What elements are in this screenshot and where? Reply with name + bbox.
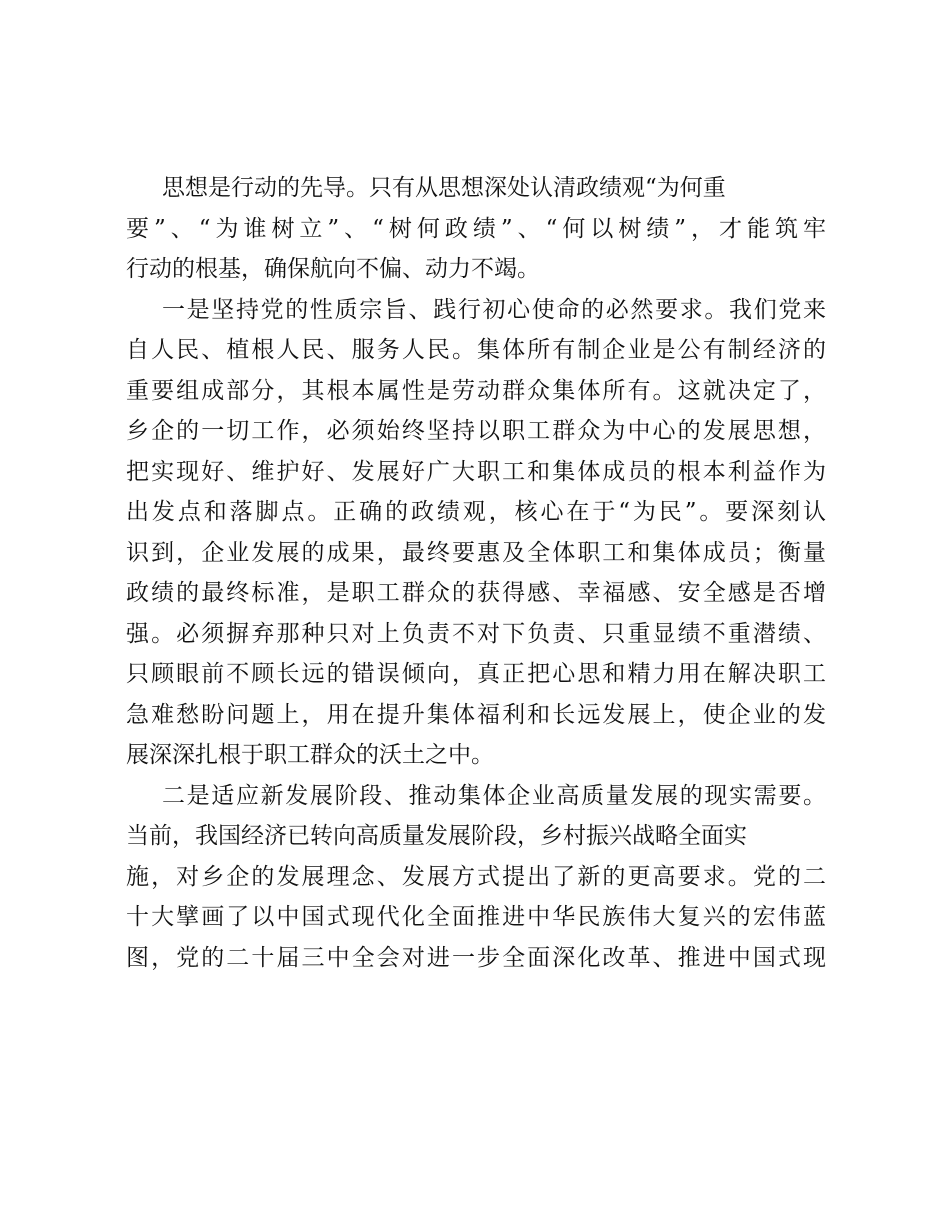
paragraph-2 [126,290,826,776]
text-line: 重要组成部分，其根本属性是劳动群众集体所有。这就决定了， [126,377,826,404]
text-line: 二是适应新发展阶段、推动集体企业高质量发展的现实需要。 [162,782,826,809]
text-line: 急难愁盼问题上，用在提升集体福利和长远发展上，使企业的发 [126,701,826,728]
paragraph-3 [126,776,826,979]
text-line: 自人民、植根人民、服务人民。集体所有制企业是公有制经济的 [126,337,826,363]
text-line: 十大擘画了以中国式现代化全面推进中华民族伟大复兴的宏伟蓝 [126,904,826,930]
text-line: 思想是行动的先导。只有从思想深处认清政绩观“为何重 [162,175,726,201]
text-line: 乡企的一切工作，必须始终坚持以职工群众为中心的发展思想， [126,418,826,444]
text-line: 一是坚持党的性质宗旨、践行初心使命的必然要求。我们党来 [162,296,826,323]
document-body [126,168,826,978]
text-line: 行动的根基，确保航向不偏、动力不竭。 [126,256,540,282]
text-line: 把实现好、维护好、发展好广大职工和集体成员的根本利益作为 [126,458,826,485]
text-line: 当前，我国经济已转向高质量发展阶段，乡村振兴战略全面实 [126,823,747,849]
text-line: 识到，企业发展的成果，最终要惠及全体职工和集体成员；衡量 [126,539,826,566]
text-line: 展深深扎根于职工群众的沃土之中。 [126,742,494,768]
paragraph-1 [126,168,826,290]
text-line: 图，党的二十届三中全会对进一步全面深化改革、推进中国式现 [126,944,826,971]
text-line: 只顾眼前不顾长远的错误倾向，真正把心思和精力用在解决职工 [126,661,826,687]
text-line: 出发点和落脚点。正确的政绩观，核心在于“为民”。要深刻认 [126,499,826,525]
text-line: 施，对乡企的发展理念、发展方式提出了新的更高要求。党的二 [126,863,826,890]
text-line: 政绩的最终标准，是职工群众的获得感、幸福感、安全感是否增 [126,580,826,606]
text-line: 强。必须摒弃那种只对上负责不对下负责、只重显绩不重潜绩、 [126,620,826,647]
text-line: 要”、“为谁树立”、“树何政绩”、“何以树绩”，才能筑牢 [126,215,826,242]
